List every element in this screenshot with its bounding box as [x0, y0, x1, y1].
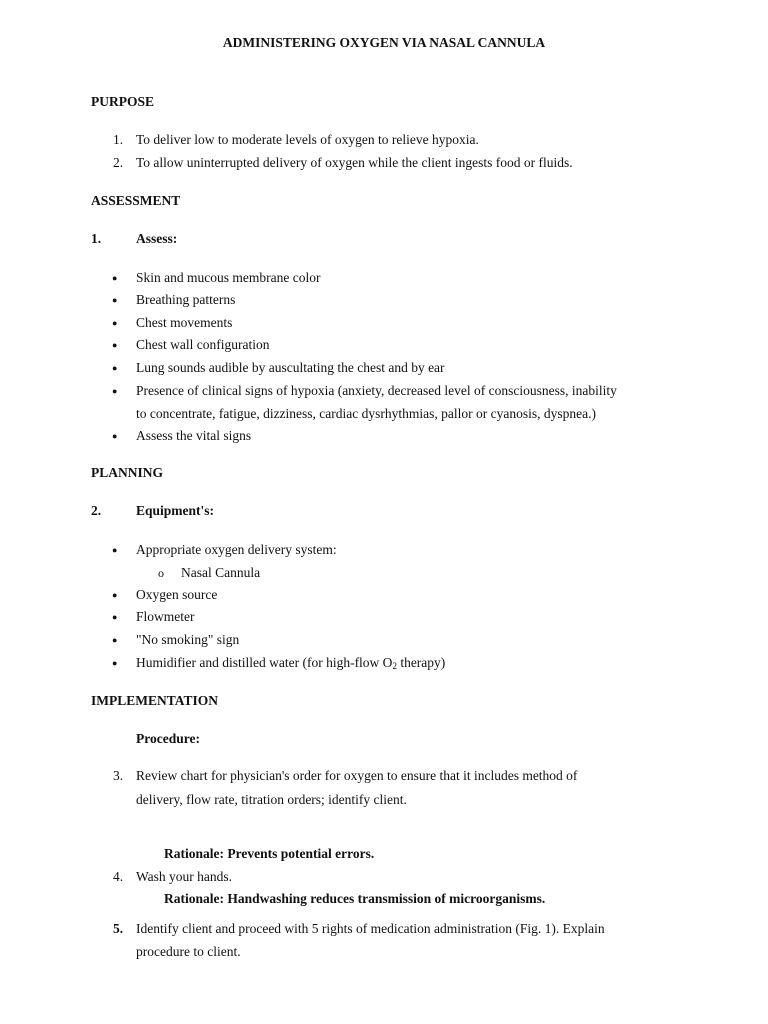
bullet-icon: ●	[112, 386, 118, 396]
document-title: ADMINISTERING OXYGEN VIA NASAL CANNULA	[222, 35, 546, 50]
bullet-icon: ●	[112, 295, 118, 305]
procedure-step-text: Review chart for physician's order for oxygen to ensure that it includes method of	[136, 768, 578, 783]
assessment-step-number: 1.	[91, 231, 102, 246]
bullet-icon: ●	[112, 273, 118, 283]
planning-step-number: 2.	[91, 503, 102, 518]
planning-bullet-text: Flowmeter	[136, 609, 195, 624]
planning-step-label: Equipment's:	[136, 503, 215, 518]
subscript-two: 2	[392, 661, 397, 671]
planning-heading: PLANNING	[91, 465, 164, 480]
purpose-item-text: To allow uninterrupted delivery of oxygen while the client ingests food or fluids.	[136, 155, 573, 170]
procedure-step-text: procedure to client.	[136, 944, 241, 959]
rationale-text: Rationale: Handwashing reduces transmission of microorganisms.	[164, 891, 546, 906]
bullet-icon: ●	[112, 431, 118, 441]
planning-bullet-text: Appropriate oxygen delivery system:	[136, 542, 337, 557]
purpose-heading: PURPOSE	[91, 94, 155, 109]
assessment-bullet-text: Chest movements	[136, 315, 233, 330]
procedure-step-text: delivery, flow rate, titration orders; identify client.	[136, 792, 407, 807]
humidifier-text: Humidifier and distilled water (for high-flow O	[136, 655, 393, 670]
procedure-step-text: Identify client and proceed with 5 rights of medication administration (Fig. 1). Explain	[136, 921, 605, 936]
bullet-icon: ●	[112, 318, 118, 328]
implementation-heading: IMPLEMENTATION	[91, 693, 219, 708]
purpose-item-text: To deliver low to moderate levels of oxygen to relieve hypoxia.	[136, 132, 479, 147]
planning-bullet-text	[136, 655, 445, 671]
circle-bullet-icon: o	[158, 566, 164, 580]
assessment-bullet-text: Skin and mucous membrane color	[136, 270, 321, 285]
purpose-item-number: 2.	[113, 155, 124, 170]
bullet-icon: ●	[112, 363, 118, 373]
procedure-step-number: 3.	[113, 768, 124, 783]
bullet-icon: ●	[112, 658, 118, 668]
bullet-icon: ●	[112, 635, 118, 645]
procedure-label: Procedure:	[136, 731, 200, 746]
assessment-heading: ASSESSMENT	[91, 193, 181, 208]
planning-sub-bullet-text: Nasal Cannula	[181, 565, 261, 580]
rationale-text: Rationale: Prevents potential errors.	[164, 846, 375, 861]
planning-bullet-text: "No smoking" sign	[136, 632, 240, 647]
planning-bullet-text: Oxygen source	[136, 587, 218, 602]
assessment-bullet-text: Chest wall configuration	[136, 337, 270, 352]
humidifier-text-end: therapy)	[396, 655, 446, 670]
bullet-icon: ●	[112, 545, 118, 555]
assessment-bullet-text: Assess the vital signs	[136, 428, 252, 443]
assessment-step-label: Assess:	[136, 231, 178, 246]
procedure-step-number: 5.	[113, 921, 124, 936]
assessment-bullet-text: Lung sounds audible by auscultating the chest and by ear	[136, 360, 445, 375]
assessment-bullet-text: Presence of clinical signs of hypoxia (anxiety, decreased level of consciousness, inability	[136, 383, 617, 398]
procedure-step-text: Wash your hands.	[136, 869, 233, 884]
bullet-icon: ●	[112, 340, 118, 350]
assessment-bullet-continuation: to concentrate, fatigue, dizziness, cardiac dysrhythmias, pallor or cyanosis, dyspnea.)	[136, 406, 596, 421]
purpose-item-number: 1.	[113, 132, 124, 147]
bullet-icon: ●	[112, 612, 118, 622]
assessment-bullet-text: Breathing patterns	[136, 292, 236, 307]
bullet-icon: ●	[112, 590, 118, 600]
procedure-step-number: 4.	[113, 869, 124, 884]
